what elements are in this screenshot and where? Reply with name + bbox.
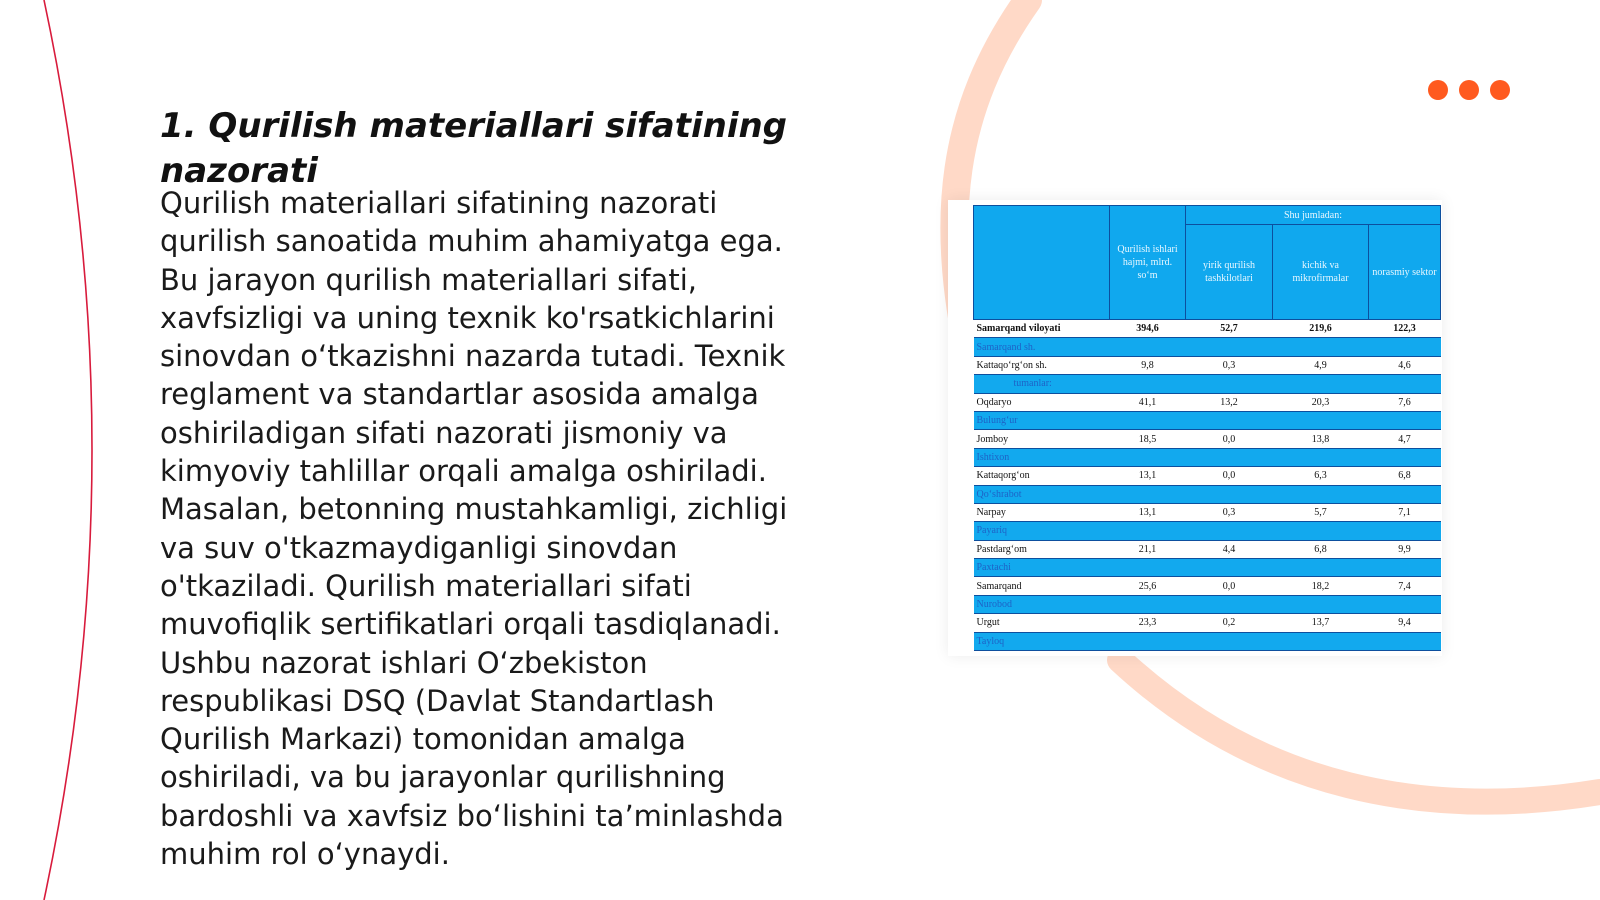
cell-value [1273,411,1369,429]
cell-value [1186,485,1273,503]
table-row [974,448,1441,466]
table-row [974,320,1441,338]
cell-value: 13,8 [1311,433,1330,445]
cell-value [1110,411,1186,429]
cell-value: 4,9 [1314,359,1327,371]
cell-value: 9,8 [1141,359,1154,371]
cell-value [1110,448,1186,466]
cell-value [1110,522,1186,540]
row-name: Pastdarg‘om [976,543,1027,555]
table-row [974,503,1441,521]
cell-value [1110,375,1186,393]
row-name: tumanlar: [974,375,1110,393]
table-row [974,522,1441,540]
header-group: Shu jumladan: [1186,206,1441,225]
header-col2: yirik qurilish tashkilotlari [1186,225,1273,320]
cell-value: 18,2 [1311,580,1330,592]
cell-value: 4,4 [1222,543,1236,555]
cell-value: 394,6 [1136,323,1159,335]
cell-value [1369,411,1441,429]
header-col3: kichik va mikrofirmalar [1273,225,1369,320]
table-row [974,540,1441,558]
slide-title: 1. Qurilish materiallari sifatining nazorati [160,106,788,191]
cell-value: 13,1 [1138,507,1157,519]
table-row [974,614,1441,632]
table-row [974,632,1441,650]
cell-value [1110,595,1186,613]
cell-value [1369,448,1441,466]
cell-value: 9,4 [1398,617,1411,629]
dots-ornament [1428,80,1510,100]
cell-value: 5,7 [1314,507,1327,519]
table-row [974,411,1441,429]
cell-value: 25,6 [1138,580,1157,592]
row-name: Bulung‘ur [974,411,1110,429]
row-name: Oqdaryo [976,396,1012,408]
table-row [974,485,1441,503]
orange-dot [1428,80,1448,100]
table-row [974,375,1441,393]
row-name: Tayloq [974,632,1110,650]
row-name: Qo‘shrabot [974,485,1110,503]
cell-value [1273,559,1369,577]
cell-value [1186,559,1273,577]
cell-value: 0,0 [1222,470,1236,482]
row-name: Kattaqo‘rg‘on sh. [976,359,1047,371]
orange-dot [1490,80,1510,100]
table-image [948,200,1442,656]
row-name: Samarqand viloyati [976,323,1061,335]
row-name: Narpay [976,507,1006,519]
cell-value: 6,8 [1398,470,1411,482]
table-row [974,338,1441,356]
cell-value [1186,411,1273,429]
cell-value [1110,632,1186,650]
cell-value [1369,485,1441,503]
cell-value: 0,2 [1222,617,1236,629]
table-row [974,430,1441,448]
cell-value [1110,338,1186,356]
table-row [974,356,1441,374]
row-name: Payariq [974,522,1110,540]
cell-value: 13,2 [1220,396,1238,408]
cell-value [1273,375,1369,393]
row-name: Kattaqorg‘on [976,470,1030,482]
cell-value [1186,375,1273,393]
cell-value [1273,338,1369,356]
cell-value: 9,9 [1398,543,1411,555]
cell-value: 7,6 [1398,396,1411,408]
table-row [974,559,1441,577]
cell-value [1273,595,1369,613]
cell-value [1186,595,1273,613]
cell-value: 122,3 [1393,323,1416,335]
cell-value [1110,485,1186,503]
header-col4: norasmiy sektor [1369,225,1441,320]
cell-value [1369,632,1441,650]
peach-arc-bottom [1120,660,1600,802]
cell-value: 4,6 [1398,359,1411,371]
table-row [974,595,1441,613]
row-name: Ishtixon [974,448,1110,466]
cell-value: 13,1 [1138,470,1157,482]
row-name: Nurobod [974,595,1110,613]
row-name: Jomboy [976,433,1009,445]
cell-value [1186,522,1273,540]
cell-value [1186,448,1273,466]
cell-value [1110,559,1186,577]
cell-value [1273,632,1369,650]
row-name: Paxtachi [974,559,1110,577]
cell-value [1369,595,1441,613]
cell-value: 23,3 [1138,617,1157,629]
cell-value [1273,485,1369,503]
header-col1: Qurilish ishlari hajmi, mlrd. so‘m [1110,206,1186,320]
cell-value: 0,3 [1222,359,1236,371]
statistics-table [973,205,1441,651]
cell-value [1369,522,1441,540]
cell-value: 52,7 [1220,323,1238,335]
cell-value: 21,1 [1138,543,1157,555]
row-name: Urgut [976,617,1000,629]
orange-dot [1459,80,1479,100]
cell-value: 6,8 [1314,543,1327,555]
cell-value [1186,632,1273,650]
cell-value: 6,3 [1314,470,1327,482]
slide-body: Qurilish materiallari sifatining nazorati qurilish sanoatida muhim ahamiyatga ega. Bu jarayon qurilish materiallari sifati, xavfsizligi va uning texnik ko'rsatkichlarini sinovdan o‘tkazishni nazarda tutadi. Texnik reglament va standartlar asosida amalga oshiriladigan sifati nazorati jismoniy va kimyoviy tahlillar orqali amalga oshiriladi. Masalan, betonning mustahkamligi, zichligi va suv o'tkazmaydiganligi sinovdan o'tkaziladi. Qurilish materiallari sifati muvofiqlik sertifikatlari orqali tasdiqlanadi. Ushbu nazorat ishlari O‘zbekiston respublikasi DSQ (Davlat Standartlash Qurilish Markazi) tomonidan amalga oshiriladi, va bu jarayonlar qurilishning bardoshli va xavfsiz bo‘lishini ta’minlashda muhim rol o‘ynaydi. [160,186,788,872]
table-row [974,467,1441,485]
cell-value [1369,375,1441,393]
cell-value: 4,7 [1398,433,1411,445]
row-name: Samarqand sh. [974,338,1110,356]
table-row [974,393,1441,411]
header-empty [974,206,1110,320]
cell-value: 219,6 [1309,323,1332,335]
cell-value [1369,338,1441,356]
cell-value: 13,7 [1311,617,1330,629]
cell-value: 7,1 [1398,507,1411,519]
cell-value [1369,559,1441,577]
left-red-curve [44,0,92,900]
cell-value: 41,1 [1138,396,1157,408]
cell-value: 0,3 [1222,507,1236,519]
cell-value [1273,448,1369,466]
cell-value [1273,522,1369,540]
cell-value: 18,5 [1138,433,1157,445]
row-name: Samarqand [976,580,1022,592]
table-row [974,577,1441,595]
cell-value: 0,0 [1222,580,1236,592]
cell-value: 7,4 [1398,580,1411,592]
cell-value: 20,3 [1311,396,1330,408]
cell-value: 0,0 [1222,433,1236,445]
cell-value [1186,338,1273,356]
